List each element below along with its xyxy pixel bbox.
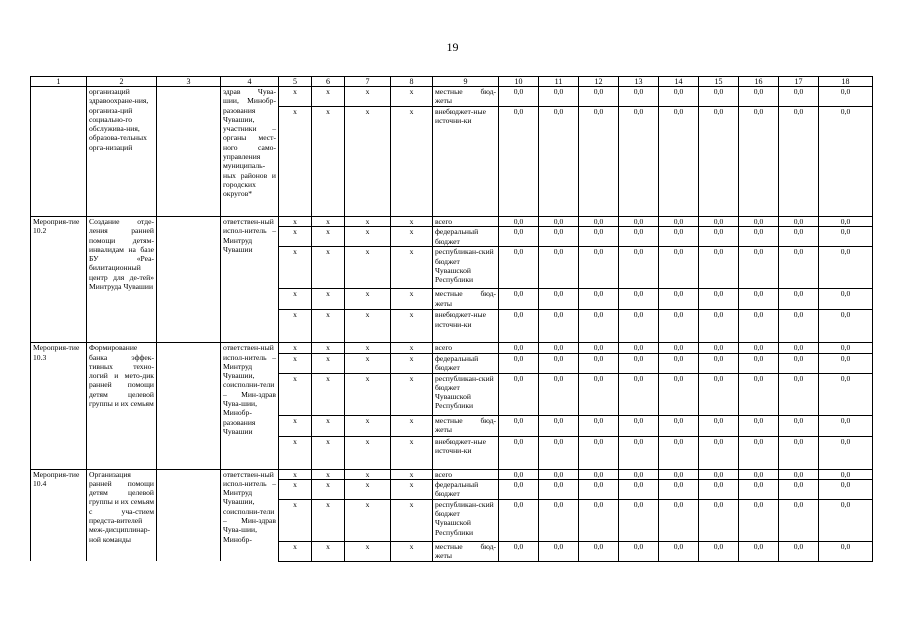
column-header: 10 (499, 77, 539, 87)
value-cell: 0,0 (779, 310, 819, 343)
column-header: 12 (579, 77, 619, 87)
value-cell: 0,0 (579, 479, 619, 499)
value-cell: 0,0 (739, 107, 779, 217)
value-cell: 0,0 (579, 373, 619, 415)
table-row (31, 217, 873, 227)
value-cell: 0,0 (619, 469, 659, 479)
value-cell: 0,0 (699, 499, 739, 541)
value-cell: 0,0 (739, 415, 779, 436)
value-cell: 0,0 (779, 469, 819, 479)
value-cell: 0,0 (739, 353, 779, 373)
x-mark-cell: x (345, 247, 391, 289)
funding-source-cell: республикан-ский бюджет Чувашской Республики (433, 499, 499, 541)
value-cell: 0,0 (499, 87, 539, 107)
value-cell: 0,0 (579, 415, 619, 436)
value-cell: 0,0 (779, 353, 819, 373)
x-mark-cell: x (391, 217, 433, 227)
funding-source-cell: всего (433, 343, 499, 353)
funding-source-cell: внебюджет-ные источни-ки (433, 310, 499, 343)
x-mark-cell: x (391, 310, 433, 343)
value-cell: 0,0 (619, 310, 659, 343)
x-mark-cell: x (312, 227, 345, 247)
value-cell: 0,0 (579, 469, 619, 479)
column-header: 16 (739, 77, 779, 87)
x-mark-cell: x (345, 227, 391, 247)
x-mark-cell: x (391, 499, 433, 541)
value-cell: 0,0 (779, 247, 819, 289)
column-header: 5 (279, 77, 312, 87)
x-mark-cell: x (312, 373, 345, 415)
value-cell: 0,0 (739, 247, 779, 289)
x-mark-cell: x (391, 87, 433, 107)
x-mark-cell: x (391, 247, 433, 289)
value-cell: 0,0 (579, 499, 619, 541)
value-cell: 0,0 (779, 289, 819, 310)
header-row (31, 77, 873, 87)
activity-description: Организация ранней помощи детям целевой группы и их семьям с уча-стием предста-вителей меж-дисциплинар-ной команды (87, 469, 157, 561)
x-mark-cell: x (345, 343, 391, 353)
value-cell: 0,0 (579, 107, 619, 217)
value-cell: 0,0 (579, 310, 619, 343)
x-mark-cell: x (279, 373, 312, 415)
value-cell: 0,0 (819, 247, 873, 289)
value-cell: 0,0 (699, 87, 739, 107)
x-mark-cell: x (279, 436, 312, 469)
value-cell: 0,0 (659, 310, 699, 343)
value-cell: 0,0 (699, 247, 739, 289)
column-header: 4 (221, 77, 279, 87)
value-cell: 0,0 (739, 87, 779, 107)
value-cell: 0,0 (659, 373, 699, 415)
funding-source-cell: федеральный бюджет (433, 353, 499, 373)
value-cell: 0,0 (579, 289, 619, 310)
value-cell: 0,0 (819, 217, 873, 227)
value-cell: 0,0 (539, 247, 579, 289)
value-cell: 0,0 (779, 343, 819, 353)
value-cell: 0,0 (539, 217, 579, 227)
value-cell: 0,0 (579, 87, 619, 107)
value-cell: 0,0 (539, 499, 579, 541)
value-cell: 0,0 (739, 373, 779, 415)
value-cell: 0,0 (699, 415, 739, 436)
activity-description: организаций здравоохране-ния, организа-ций социально-го обслужива-ния, образова-тельных орга-низаций (87, 87, 157, 217)
value-cell: 0,0 (779, 217, 819, 227)
value-cell: 0,0 (699, 217, 739, 227)
value-cell: 0,0 (739, 436, 779, 469)
value-cell: 0,0 (539, 227, 579, 247)
column-header: 9 (433, 77, 499, 87)
funding-source-cell: внебюджет-ные источни-ки (433, 436, 499, 469)
value-cell: 0,0 (739, 217, 779, 227)
value-cell: 0,0 (539, 353, 579, 373)
column-header: 6 (312, 77, 345, 87)
value-cell: 0,0 (819, 415, 873, 436)
funding-source-cell: местные бюд-жеты (433, 415, 499, 436)
table-row (31, 87, 873, 107)
activity-description: Создание отде-ления ранней помощи детям-инвалидам на базе БУ «Реа-билитационный центр для де-тей» Минтруда Чувашии (87, 217, 157, 343)
value-cell: 0,0 (659, 436, 699, 469)
value-cell: 0,0 (779, 107, 819, 217)
value-cell: 0,0 (499, 289, 539, 310)
value-cell: 0,0 (619, 499, 659, 541)
executor-cell: ответствен-ный испол-нитель – Минтруд Чувашии, соисполни-тели – Мин-здрав Чува-шии, Минобр- (221, 469, 279, 561)
x-mark-cell: x (345, 353, 391, 373)
x-mark-cell: x (279, 107, 312, 217)
column-3-cell (157, 343, 221, 469)
x-mark-cell: x (312, 479, 345, 499)
x-mark-cell: x (279, 87, 312, 107)
value-cell: 0,0 (779, 87, 819, 107)
value-cell: 0,0 (539, 415, 579, 436)
value-cell: 0,0 (539, 469, 579, 479)
value-cell: 0,0 (619, 373, 659, 415)
value-cell: 0,0 (499, 541, 539, 561)
x-mark-cell: x (345, 415, 391, 436)
x-mark-cell: x (345, 87, 391, 107)
value-cell: 0,0 (779, 373, 819, 415)
x-mark-cell: x (345, 217, 391, 227)
page-number: 19 (446, 40, 459, 54)
value-cell: 0,0 (699, 353, 739, 373)
value-cell: 0,0 (579, 343, 619, 353)
value-cell: 0,0 (659, 469, 699, 479)
column-header: 2 (87, 77, 157, 87)
x-mark-cell: x (279, 310, 312, 343)
value-cell: 0,0 (619, 289, 659, 310)
value-cell: 0,0 (499, 217, 539, 227)
value-cell: 0,0 (739, 541, 779, 561)
value-cell: 0,0 (619, 541, 659, 561)
value-cell: 0,0 (819, 436, 873, 469)
x-mark-cell: x (312, 217, 345, 227)
x-mark-cell: x (345, 499, 391, 541)
value-cell: 0,0 (619, 479, 659, 499)
executor-cell: ответствен-ный испол-нитель – Минтруд Чувашии, соисполни-тели – Мин-здрав Чува-шии, Минобр-разования Чувашии (221, 343, 279, 469)
value-cell: 0,0 (659, 541, 699, 561)
x-mark-cell: x (391, 479, 433, 499)
value-cell: 0,0 (499, 310, 539, 343)
value-cell: 0,0 (779, 436, 819, 469)
activity-name: Мероприя-тие 10.4 (31, 469, 87, 561)
value-cell: 0,0 (819, 289, 873, 310)
value-cell: 0,0 (699, 343, 739, 353)
x-mark-cell: x (279, 217, 312, 227)
x-mark-cell: x (345, 469, 391, 479)
x-mark-cell: x (312, 247, 345, 289)
column-header: 7 (345, 77, 391, 87)
value-cell: 0,0 (539, 343, 579, 353)
activity-description: Формирование банка эффек-тивных техно-логий и мето-дик ранней помощи детям целевой группы и их семьям (87, 343, 157, 469)
value-cell: 0,0 (499, 499, 539, 541)
value-cell: 0,0 (819, 373, 873, 415)
column-header: 3 (157, 77, 221, 87)
funding-source-cell: федеральный бюджет (433, 479, 499, 499)
x-mark-cell: x (312, 436, 345, 469)
value-cell: 0,0 (499, 479, 539, 499)
value-cell: 0,0 (579, 227, 619, 247)
x-mark-cell: x (345, 310, 391, 343)
value-cell: 0,0 (659, 247, 699, 289)
value-cell: 0,0 (819, 107, 873, 217)
value-cell: 0,0 (579, 541, 619, 561)
x-mark-cell: x (312, 310, 345, 343)
value-cell: 0,0 (619, 217, 659, 227)
column-header: 1 (31, 77, 87, 87)
value-cell: 0,0 (819, 353, 873, 373)
x-mark-cell: x (312, 87, 345, 107)
value-cell: 0,0 (779, 227, 819, 247)
x-mark-cell: x (345, 541, 391, 561)
x-mark-cell: x (391, 541, 433, 561)
value-cell: 0,0 (659, 107, 699, 217)
funding-source-cell: внебюджет-ные источни-ки (433, 107, 499, 217)
x-mark-cell: x (312, 541, 345, 561)
value-cell: 0,0 (579, 217, 619, 227)
value-cell: 0,0 (659, 289, 699, 310)
column-3-cell (157, 87, 221, 217)
value-cell: 0,0 (499, 373, 539, 415)
value-cell: 0,0 (619, 227, 659, 247)
value-cell: 0,0 (699, 227, 739, 247)
x-mark-cell: x (279, 227, 312, 247)
value-cell: 0,0 (619, 436, 659, 469)
value-cell: 0,0 (499, 227, 539, 247)
column-header: 14 (659, 77, 699, 87)
value-cell: 0,0 (699, 107, 739, 217)
activity-name (31, 87, 87, 217)
x-mark-cell: x (312, 415, 345, 436)
value-cell: 0,0 (779, 479, 819, 499)
executor-cell: здрав Чува-шии, Минобр-разования Чувашии, участники – органы мест-ного само-управления муниципаль-ных районов и городских округов* (221, 87, 279, 217)
x-mark-cell: x (391, 469, 433, 479)
value-cell: 0,0 (619, 247, 659, 289)
x-mark-cell: x (391, 289, 433, 310)
value-cell: 0,0 (819, 499, 873, 541)
value-cell: 0,0 (819, 541, 873, 561)
value-cell: 0,0 (659, 499, 699, 541)
funding-source-cell: всего (433, 217, 499, 227)
x-mark-cell: x (391, 227, 433, 247)
x-mark-cell: x (391, 353, 433, 373)
value-cell: 0,0 (499, 415, 539, 436)
x-mark-cell: x (312, 353, 345, 373)
value-cell: 0,0 (659, 87, 699, 107)
value-cell: 0,0 (819, 227, 873, 247)
x-mark-cell: x (345, 289, 391, 310)
value-cell: 0,0 (499, 436, 539, 469)
column-header: 8 (391, 77, 433, 87)
column-3-cell (157, 469, 221, 561)
x-mark-cell: x (312, 107, 345, 217)
value-cell: 0,0 (579, 436, 619, 469)
value-cell: 0,0 (659, 415, 699, 436)
value-cell: 0,0 (699, 373, 739, 415)
value-cell: 0,0 (819, 87, 873, 107)
value-cell: 0,0 (699, 469, 739, 479)
x-mark-cell: x (279, 479, 312, 499)
value-cell: 0,0 (819, 310, 873, 343)
x-mark-cell: x (279, 541, 312, 561)
x-mark-cell: x (312, 343, 345, 353)
x-mark-cell: x (391, 343, 433, 353)
column-header: 15 (699, 77, 739, 87)
value-cell: 0,0 (699, 310, 739, 343)
value-cell: 0,0 (579, 353, 619, 373)
value-cell: 0,0 (699, 436, 739, 469)
value-cell: 0,0 (539, 541, 579, 561)
x-mark-cell: x (312, 469, 345, 479)
value-cell: 0,0 (539, 479, 579, 499)
value-cell: 0,0 (619, 107, 659, 217)
column-header: 13 (619, 77, 659, 87)
table-row (31, 469, 873, 479)
value-cell: 0,0 (619, 353, 659, 373)
activity-name: Мероприя-тие 10.3 (31, 343, 87, 469)
value-cell: 0,0 (579, 247, 619, 289)
x-mark-cell: x (279, 343, 312, 353)
value-cell: 0,0 (739, 499, 779, 541)
executor-cell: ответствен-ный испол-нитель – Минтруд Чувашии (221, 217, 279, 343)
column-header: 18 (819, 77, 873, 87)
value-cell: 0,0 (539, 310, 579, 343)
value-cell: 0,0 (539, 436, 579, 469)
value-cell: 0,0 (619, 343, 659, 353)
value-cell: 0,0 (699, 289, 739, 310)
x-mark-cell: x (345, 107, 391, 217)
budget-table (30, 76, 873, 562)
value-cell: 0,0 (779, 415, 819, 436)
value-cell: 0,0 (539, 289, 579, 310)
funding-source-cell: республикан-ский бюджет Чувашской Республики (433, 247, 499, 289)
value-cell: 0,0 (659, 353, 699, 373)
column-header: 17 (779, 77, 819, 87)
value-cell: 0,0 (819, 479, 873, 499)
value-cell: 0,0 (659, 217, 699, 227)
value-cell: 0,0 (539, 373, 579, 415)
value-cell: 0,0 (739, 469, 779, 479)
funding-source-cell: местные бюд-жеты (433, 541, 499, 561)
value-cell: 0,0 (539, 107, 579, 217)
value-cell: 0,0 (499, 107, 539, 217)
value-cell: 0,0 (499, 343, 539, 353)
value-cell: 0,0 (739, 227, 779, 247)
x-mark-cell: x (279, 289, 312, 310)
value-cell: 0,0 (779, 499, 819, 541)
value-cell: 0,0 (739, 479, 779, 499)
value-cell: 0,0 (659, 479, 699, 499)
x-mark-cell: x (345, 479, 391, 499)
value-cell: 0,0 (699, 479, 739, 499)
x-mark-cell: x (391, 415, 433, 436)
x-mark-cell: x (279, 247, 312, 289)
funding-source-cell: местные бюд-жеты (433, 289, 499, 310)
x-mark-cell: x (345, 373, 391, 415)
x-mark-cell: x (345, 436, 391, 469)
value-cell: 0,0 (739, 289, 779, 310)
x-mark-cell: x (312, 499, 345, 541)
funding-source-cell: федеральный бюджет (433, 227, 499, 247)
x-mark-cell: x (279, 353, 312, 373)
value-cell: 0,0 (539, 87, 579, 107)
value-cell: 0,0 (619, 415, 659, 436)
x-mark-cell: x (279, 499, 312, 541)
value-cell: 0,0 (779, 541, 819, 561)
value-cell: 0,0 (499, 247, 539, 289)
value-cell: 0,0 (699, 541, 739, 561)
value-cell: 0,0 (659, 343, 699, 353)
funding-source-cell: республикан-ский бюджет Чувашской Республики (433, 373, 499, 415)
table-row (31, 343, 873, 353)
value-cell: 0,0 (499, 469, 539, 479)
funding-source-cell: местные бюд-жеты (433, 87, 499, 107)
x-mark-cell: x (391, 373, 433, 415)
x-mark-cell: x (391, 107, 433, 217)
value-cell: 0,0 (819, 469, 873, 479)
x-mark-cell: x (279, 415, 312, 436)
column-3-cell (157, 217, 221, 343)
value-cell: 0,0 (819, 343, 873, 353)
activity-name: Мероприя-тие 10.2 (31, 217, 87, 343)
value-cell: 0,0 (499, 353, 539, 373)
value-cell: 0,0 (739, 343, 779, 353)
value-cell: 0,0 (619, 87, 659, 107)
value-cell: 0,0 (739, 310, 779, 343)
x-mark-cell: x (391, 436, 433, 469)
funding-source-cell: всего (433, 469, 499, 479)
value-cell: 0,0 (659, 227, 699, 247)
x-mark-cell: x (279, 469, 312, 479)
x-mark-cell: x (312, 289, 345, 310)
column-header: 11 (539, 77, 579, 87)
